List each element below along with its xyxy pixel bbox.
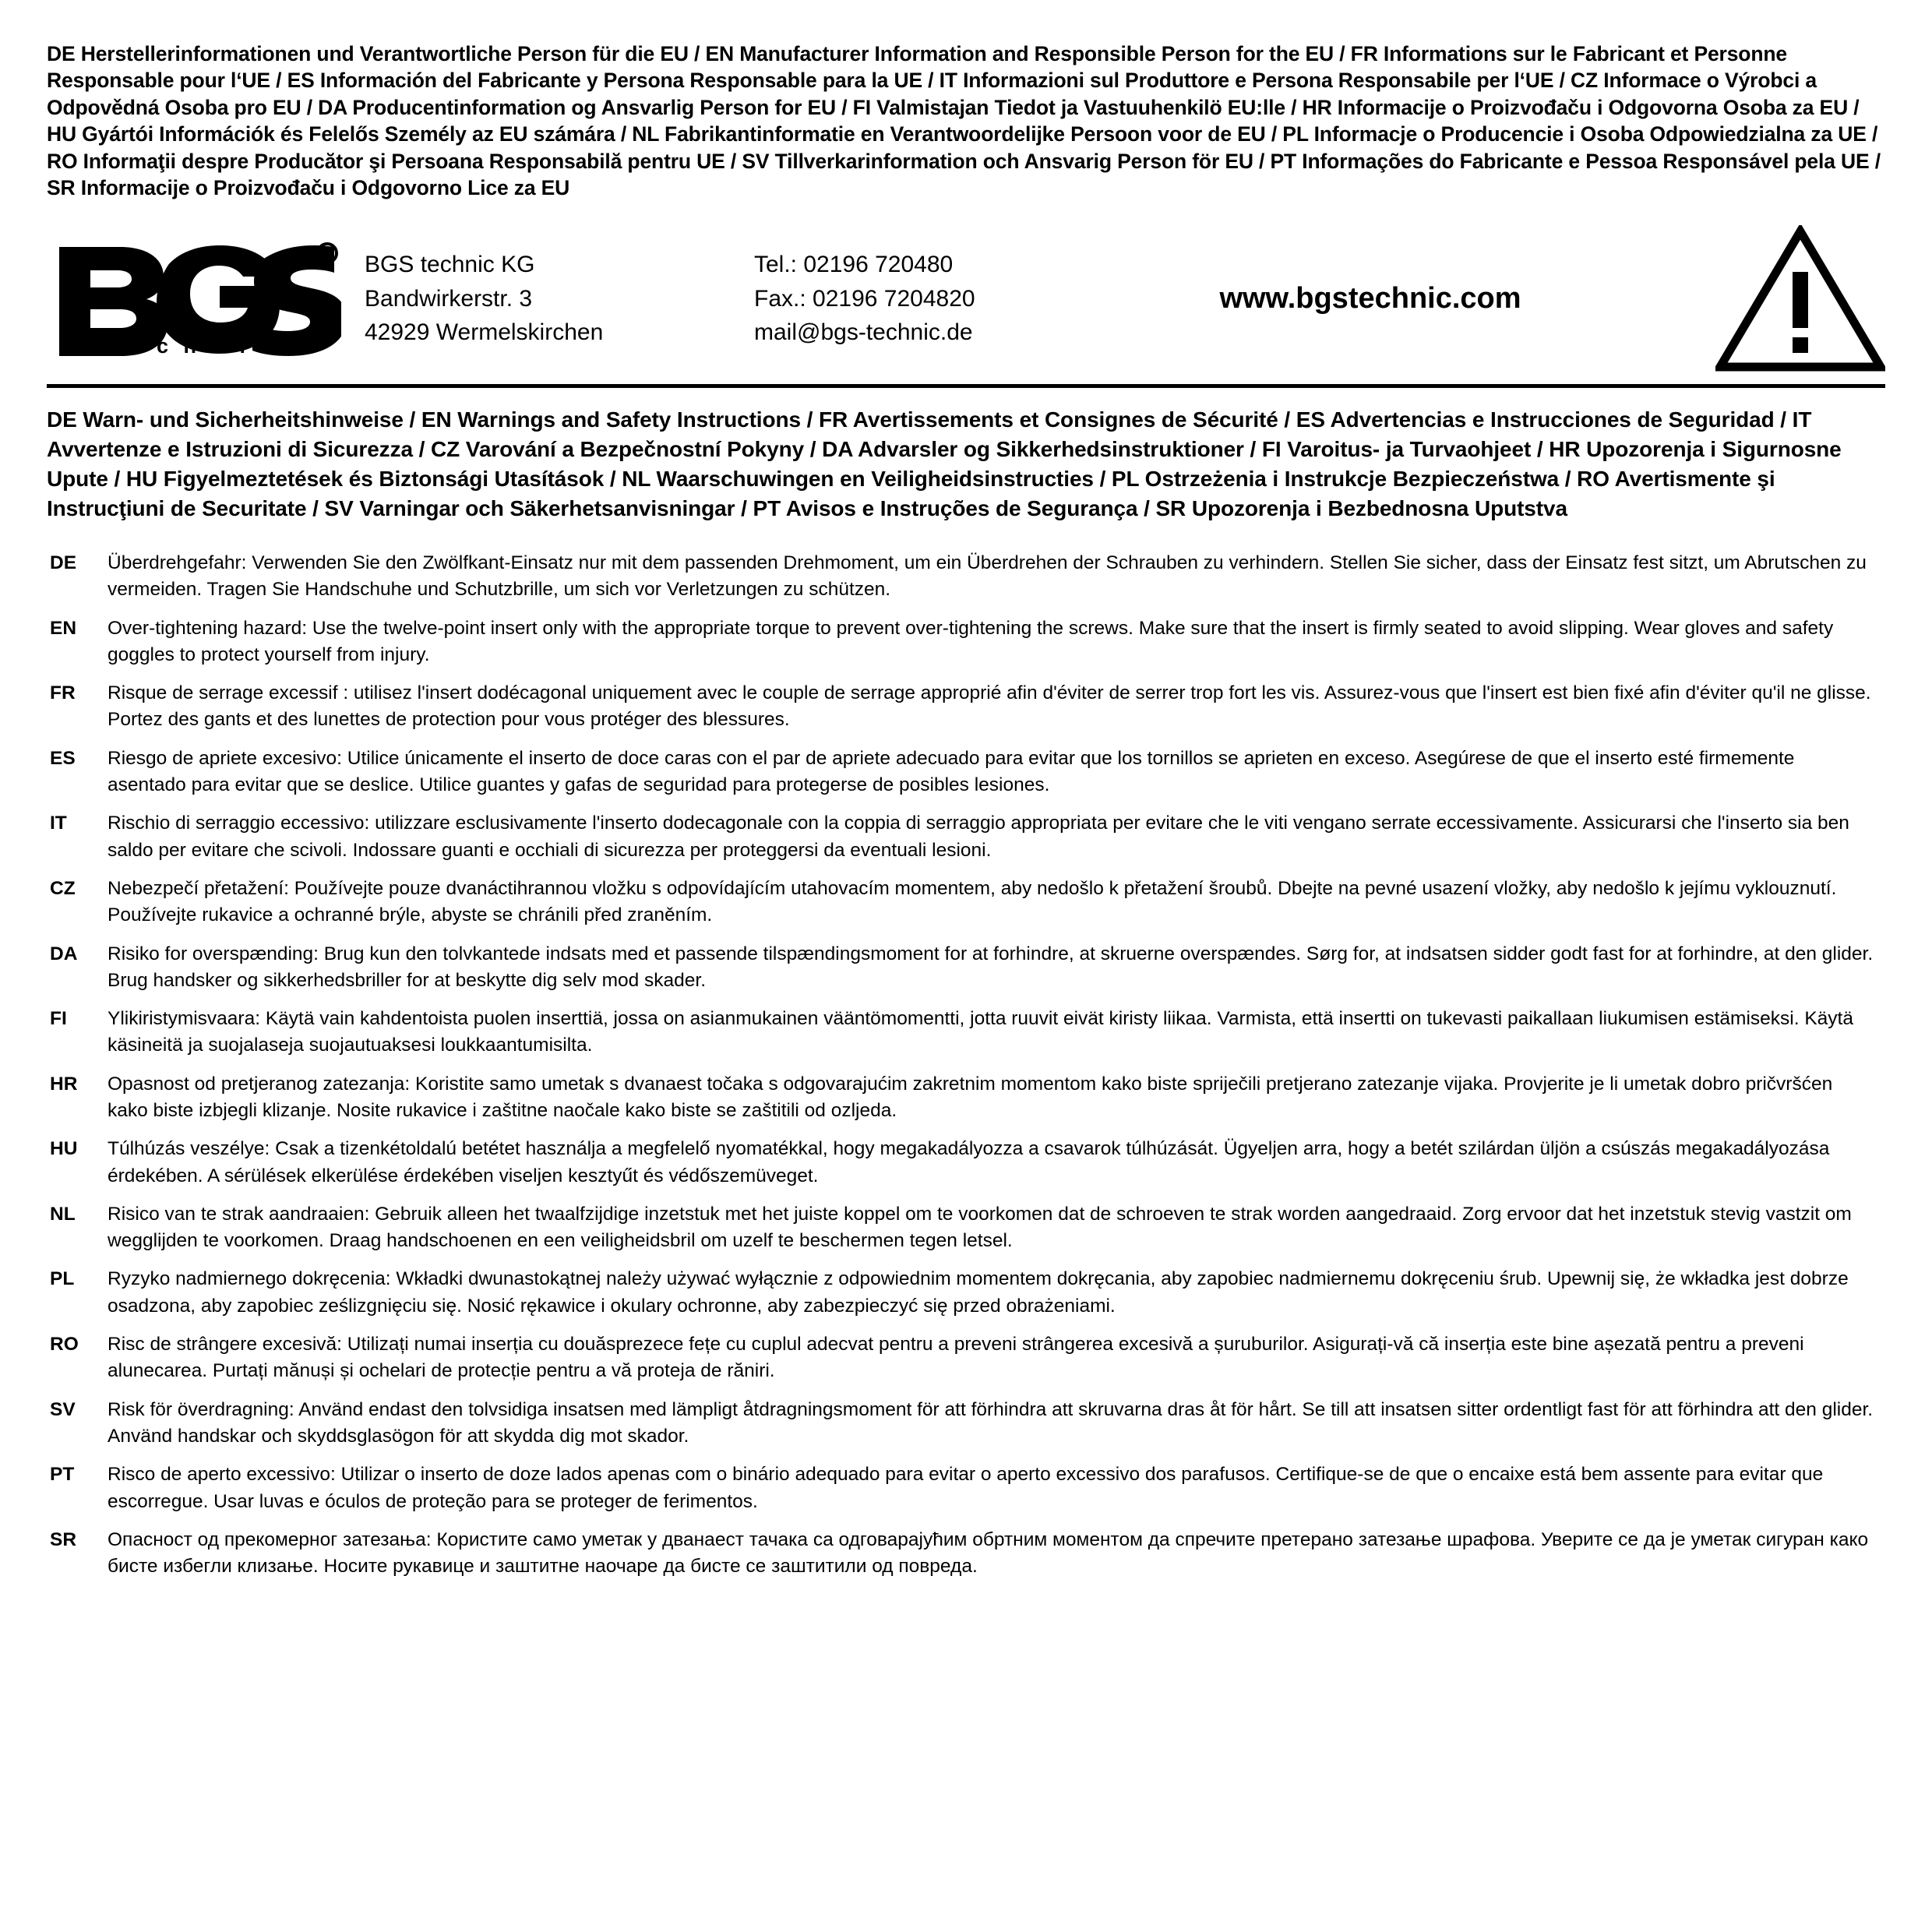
language-code: SR bbox=[50, 1528, 77, 1550]
company-street: Bandwirkerstr. 3 bbox=[365, 285, 533, 312]
language-code: IT bbox=[50, 813, 67, 834]
company-contact bbox=[754, 248, 1066, 350]
company-name: BGS technic KG bbox=[365, 252, 535, 278]
instruction-text: Risque de serrage excessif : utilisez l'insert dodécagonal uniquement avec le couple de serrage approprié afin d'éviter de serrer trop fort les vis. Assurez-vous que l'insert est bien fixé afin d'éviter qu'il ne glisse. Portez des gants et des lunettes de protection pour vous protéger des blessures. bbox=[108, 682, 1871, 731]
instruction-text: Nebezpečí přetažení: Používejte pouze dvanáctihrannou vložku s odpovídajícím utahovacím momentem, aby nedošlo k přetažení šroubů. Dbejte na pevné usazení vložky, aby nedošlo k jejímu vyklouznutí. Používejte rukavice a ochranné brýle, abyste se chránili před zraněním. bbox=[108, 877, 1837, 926]
instruction-text: Riesgo de apriete excesivo: Utilice únicamente el inserto de doce caras con el par de apriete adecuado para evitar que los tornillos se aprieten en exceso. Asegúrese de que el inserto esté firmemente asentado para evitar que se deslice. Utilice guantes y gafas de seguridad para protegerse de posibles lesiones. bbox=[108, 747, 1795, 796]
company-phone: Tel.: 02196 720480 bbox=[754, 252, 954, 278]
instruction-row bbox=[47, 876, 1885, 929]
language-code: HR bbox=[50, 1073, 78, 1095]
language-code: FR bbox=[50, 682, 76, 704]
instruction-text: Risc de strângere excesivă: Utilizați numai inserția cu douăsprezece fețe cu cuplul adecvat pentru a preveni strângerea excesivă a șuruburilor. Asigurați-vă că inserția este bine așezată pentru a preveni alunecarea. Purtați mănuși și ochelari de protecție pentru a vă proteja de răniri. bbox=[108, 1334, 1804, 1382]
language-code: NL bbox=[50, 1203, 76, 1225]
instruction-text: Risico van te strak aandraaien: Gebruik alleen het twaalfzijdige inzetstuk met het juiste koppel om te voorkomen dat de schroeven te strak worden aangedraaid. Zorg ervoor dat het inzetstuk stevig vastzit om wegglijden te voorkomen. Draag handschoenen en een veiligheidsbril om uzelf te beschermen tegen letsel. bbox=[108, 1203, 1852, 1252]
instruction-text: Túlhúzás veszélye: Csak a tizenkétoldalú betétet használja a megfelelő nyomatékkal, hogy megakadályozza a csavarok túlhúzását. Ügyeljen arra, hogy a betét szilárdan üljön a csúszás megakadályozása érdekében. A sérülések elkerülése érdekében viseljen kesztyűt és védőszemüveget. bbox=[108, 1138, 1830, 1186]
instruction-row bbox=[47, 1071, 1885, 1125]
instruction-row bbox=[47, 1201, 1885, 1255]
instruction-row bbox=[47, 1006, 1885, 1059]
language-code: PL bbox=[50, 1268, 75, 1290]
instruction-row bbox=[47, 1266, 1885, 1320]
language-code: DA bbox=[50, 943, 78, 964]
svg-text:R: R bbox=[323, 247, 332, 261]
company-header bbox=[47, 220, 1885, 384]
company-fax: Fax.: 02196 7204820 bbox=[754, 285, 975, 312]
instruction-row bbox=[47, 941, 1885, 995]
language-code: DE bbox=[50, 552, 77, 573]
header-divider bbox=[47, 384, 1885, 388]
language-code: EN bbox=[50, 617, 77, 639]
language-code: PT bbox=[50, 1464, 75, 1486]
instruction-text: Ylikiristymisvaara: Käytä vain kahdentoista puolen inserttiä, jossa on asianmukainen vääntömomentti, jotta ruuvit eivät kiristy liikaa. Varmista, että insertti on tukevasti paikallaan liukumisen estämiseksi. Käytä käsineitä ja suojalaseja suojautuaksesi loukkaantumisilta. bbox=[108, 1008, 1853, 1056]
instruction-list bbox=[47, 550, 1885, 1581]
company-email: mail@bgs-technic.de bbox=[754, 319, 973, 346]
instruction-text: Überdrehgefahr: Verwenden Sie den Zwölfkant-Einsatz nur mit dem passenden Drehmoment, um ein Überdrehen der Schrauben zu verhindern. Stellen Sie sicher, dass der Einsatz fest sitzt, um Abrutschen zu vermeiden. Tragen Sie Handschuhe und Schutzbrille, um sich vor Verletzungen zu schützen. bbox=[108, 552, 1867, 601]
manufacturer-info-heading: DE Herstellerinformationen und Verantwortliche Person für die EU / EN Manufacturer Information and Responsible Person for the EU / FR Informations sur le Fabricant et Personne Responsable pour l‘UE / ES Información del Fabricante y Persona Responsable para la UE / IT Informazioni sul Produttore e Persona Responsabile per l‘UE / CZ Informace o Výrobci a Odpovědná Osoba pro EU / DA Producentinformation og Ansvarlig Person for EU / FI Valmistajan Tiedot ja Vastuuhenkilö EU:lle / HR Informacije o Proizvođaču i Odgovorna Osoba za EU / HU Gyártói Információk és Felelős Személy az EU számára / NL Fabrikantinformatie en Verantwoordelijke Persoon voor de EU / PL Informacje o Producencie i Osoba Odpowiedzialna za UE / RO Informaţii despre Producător şi Persoana Responsabilă pentru UE / SV Tillverkarinformation och Ansvarig Person för EU / PT Informações do Fabricante e Pessoa Responsável pela UE / SR Informacije o Proizvođaču i Odgovorno Lice za EU bbox=[47, 42, 1881, 200]
instruction-text: Risiko for overspænding: Brug kun den tolvkantede indsats med et passende tilspændingsmoment for at forhindre, at skruerne overspændes. Sørg for, at indsatsen sidder godt fast for at forhindre, at den glider. Brug handsker og sikkerhedsbriller for at beskytte dig selv mod skader. bbox=[108, 943, 1874, 991]
instruction-row bbox=[47, 1461, 1885, 1515]
instruction-text: Ryzyko nadmiernego dokręcenia: Wkładki dwunastokątnej należy używać wyłącznie z odpowiednim momentem dokręcania, aby zapobiec nadmiernemu dokręceniu śrub. Upewnij się, że wkładka jest dobrze osadzona, aby zapobiec ześlizgnięciu się. Nosić rękawice i okulary ochronne, aby zabezpieczyć się przed obrażeniami. bbox=[108, 1268, 1849, 1317]
company-city: 42929 Wermelskirchen bbox=[365, 319, 604, 346]
instruction-text: Over-tightening hazard: Use the twelve-point insert only with the appropriate torque to prevent over-tightening the screws. Make sure that the insert is firmly seated to avoid slipping. Wear gloves and safety goggles to protect yourself from injury. bbox=[108, 617, 1834, 665]
language-code: HU bbox=[50, 1138, 78, 1160]
instruction-text: Rischio di serraggio eccessivo: utilizzare esclusivamente l'inserto dodecagonale con la coppia di serraggio appropriata per evitare che le viti vengano serrate eccessivamente. Assicurarsi che l'inserto sia ben saldo per evitare che scivoli. Indossare guanti e occhiali di sicurezza per proteggersi da eventuali lesioni. bbox=[108, 813, 1849, 861]
instruction-row bbox=[47, 1527, 1885, 1581]
language-code: SV bbox=[50, 1398, 76, 1420]
warning-triangle-icon bbox=[1706, 225, 1885, 373]
bgs-logo bbox=[47, 241, 365, 358]
instruction-row bbox=[47, 615, 1885, 669]
instruction-text: Опасност од прекомерног затезања: Користите само уметак у дванаест тачака са одговарајућим обртним моментом да спречите претерано затезање шрафова. Уверите се да је уметак сигуран како бисте избегли клизање. Носите рукавице и заштитне наочаре да бисте се заштитили од повреда. bbox=[108, 1528, 1869, 1578]
instruction-row bbox=[47, 746, 1885, 799]
instruction-row bbox=[47, 810, 1885, 864]
language-code: RO bbox=[50, 1334, 79, 1356]
instruction-row bbox=[47, 550, 1885, 604]
instruction-row bbox=[47, 1397, 1885, 1451]
instruction-row bbox=[47, 1331, 1885, 1385]
company-website: www.bgstechnic.com bbox=[1219, 282, 1521, 316]
language-code: CZ bbox=[50, 877, 76, 899]
language-code: ES bbox=[50, 747, 76, 769]
safety-instructions-heading: DE Warn- und Sicherheitshinweise / EN Warnings and Safety Instructions / FR Avertissements et Consignes de Sécurité / ES Advertencias e Instrucciones de Seguridad / IT Avvertenze e Istruzioni di Sicurezza / CZ Varování a Bezpečnostní Pokyny / DA Advarsler og Sikkerhedsinstruktioner / FI Varoitus- ja Turvaohjeet / HR Upozorenja i Sigurnosne Upute / HU Figyelmeztetések és Biztonsági Utasítások / NL Waarschuwingen en Veiligheidsinstructies / PL Ostrzeżenia i Instrukcje Bezpieczeństwa / RO Avertismente şi Instrucţiuni de Securitate / SV Varningar och Säkerhetsanvisningar / PT Avisos e Instruções de Segurança / SR Upozorenja i Bezbednosna Uputstva bbox=[47, 407, 1842, 520]
svg-text:t e c h n i c: t e c h n i c bbox=[108, 333, 277, 358]
company-address bbox=[365, 248, 754, 350]
instruction-text: Opasnost od pretjeranog zatezanja: Koristite samo umetak s dvanaest točaka s odgovarajućim zakretnim momentom kako biste spriječili pretjerano zatezanje vijaka. Provjerite je li umetak dobro pričvršćen kako biste izbjegli klizanje. Nosite rukavice i zaštitne naočale kako biste se zaštitili od ozljeda. bbox=[108, 1073, 1833, 1121]
instruction-row bbox=[47, 680, 1885, 734]
instruction-row bbox=[47, 1136, 1885, 1190]
language-code: FI bbox=[50, 1008, 67, 1030]
instruction-text: Risk för överdragning: Använd endast den tolvsidiga insatsen med lämpligt åtdragningsmoment för att förhindra att skruvarna dras åt för hårt. Se till att insatsen sitter ordentligt fast för att förhindra att den glider. Använd handskar och skyddsglasögon för att skydda dig mot skador. bbox=[108, 1398, 1874, 1447]
instruction-text: Risco de aperto excessivo: Utilizar o inserto de doze lados apenas com o binário adequado para evitar o aperto excessivo dos parafusos. Certifique-se de que o encaixe está bem assente para evitar que escorregue. Usar luvas e óculos de proteção para se proteger de ferimentos. bbox=[108, 1464, 1824, 1512]
